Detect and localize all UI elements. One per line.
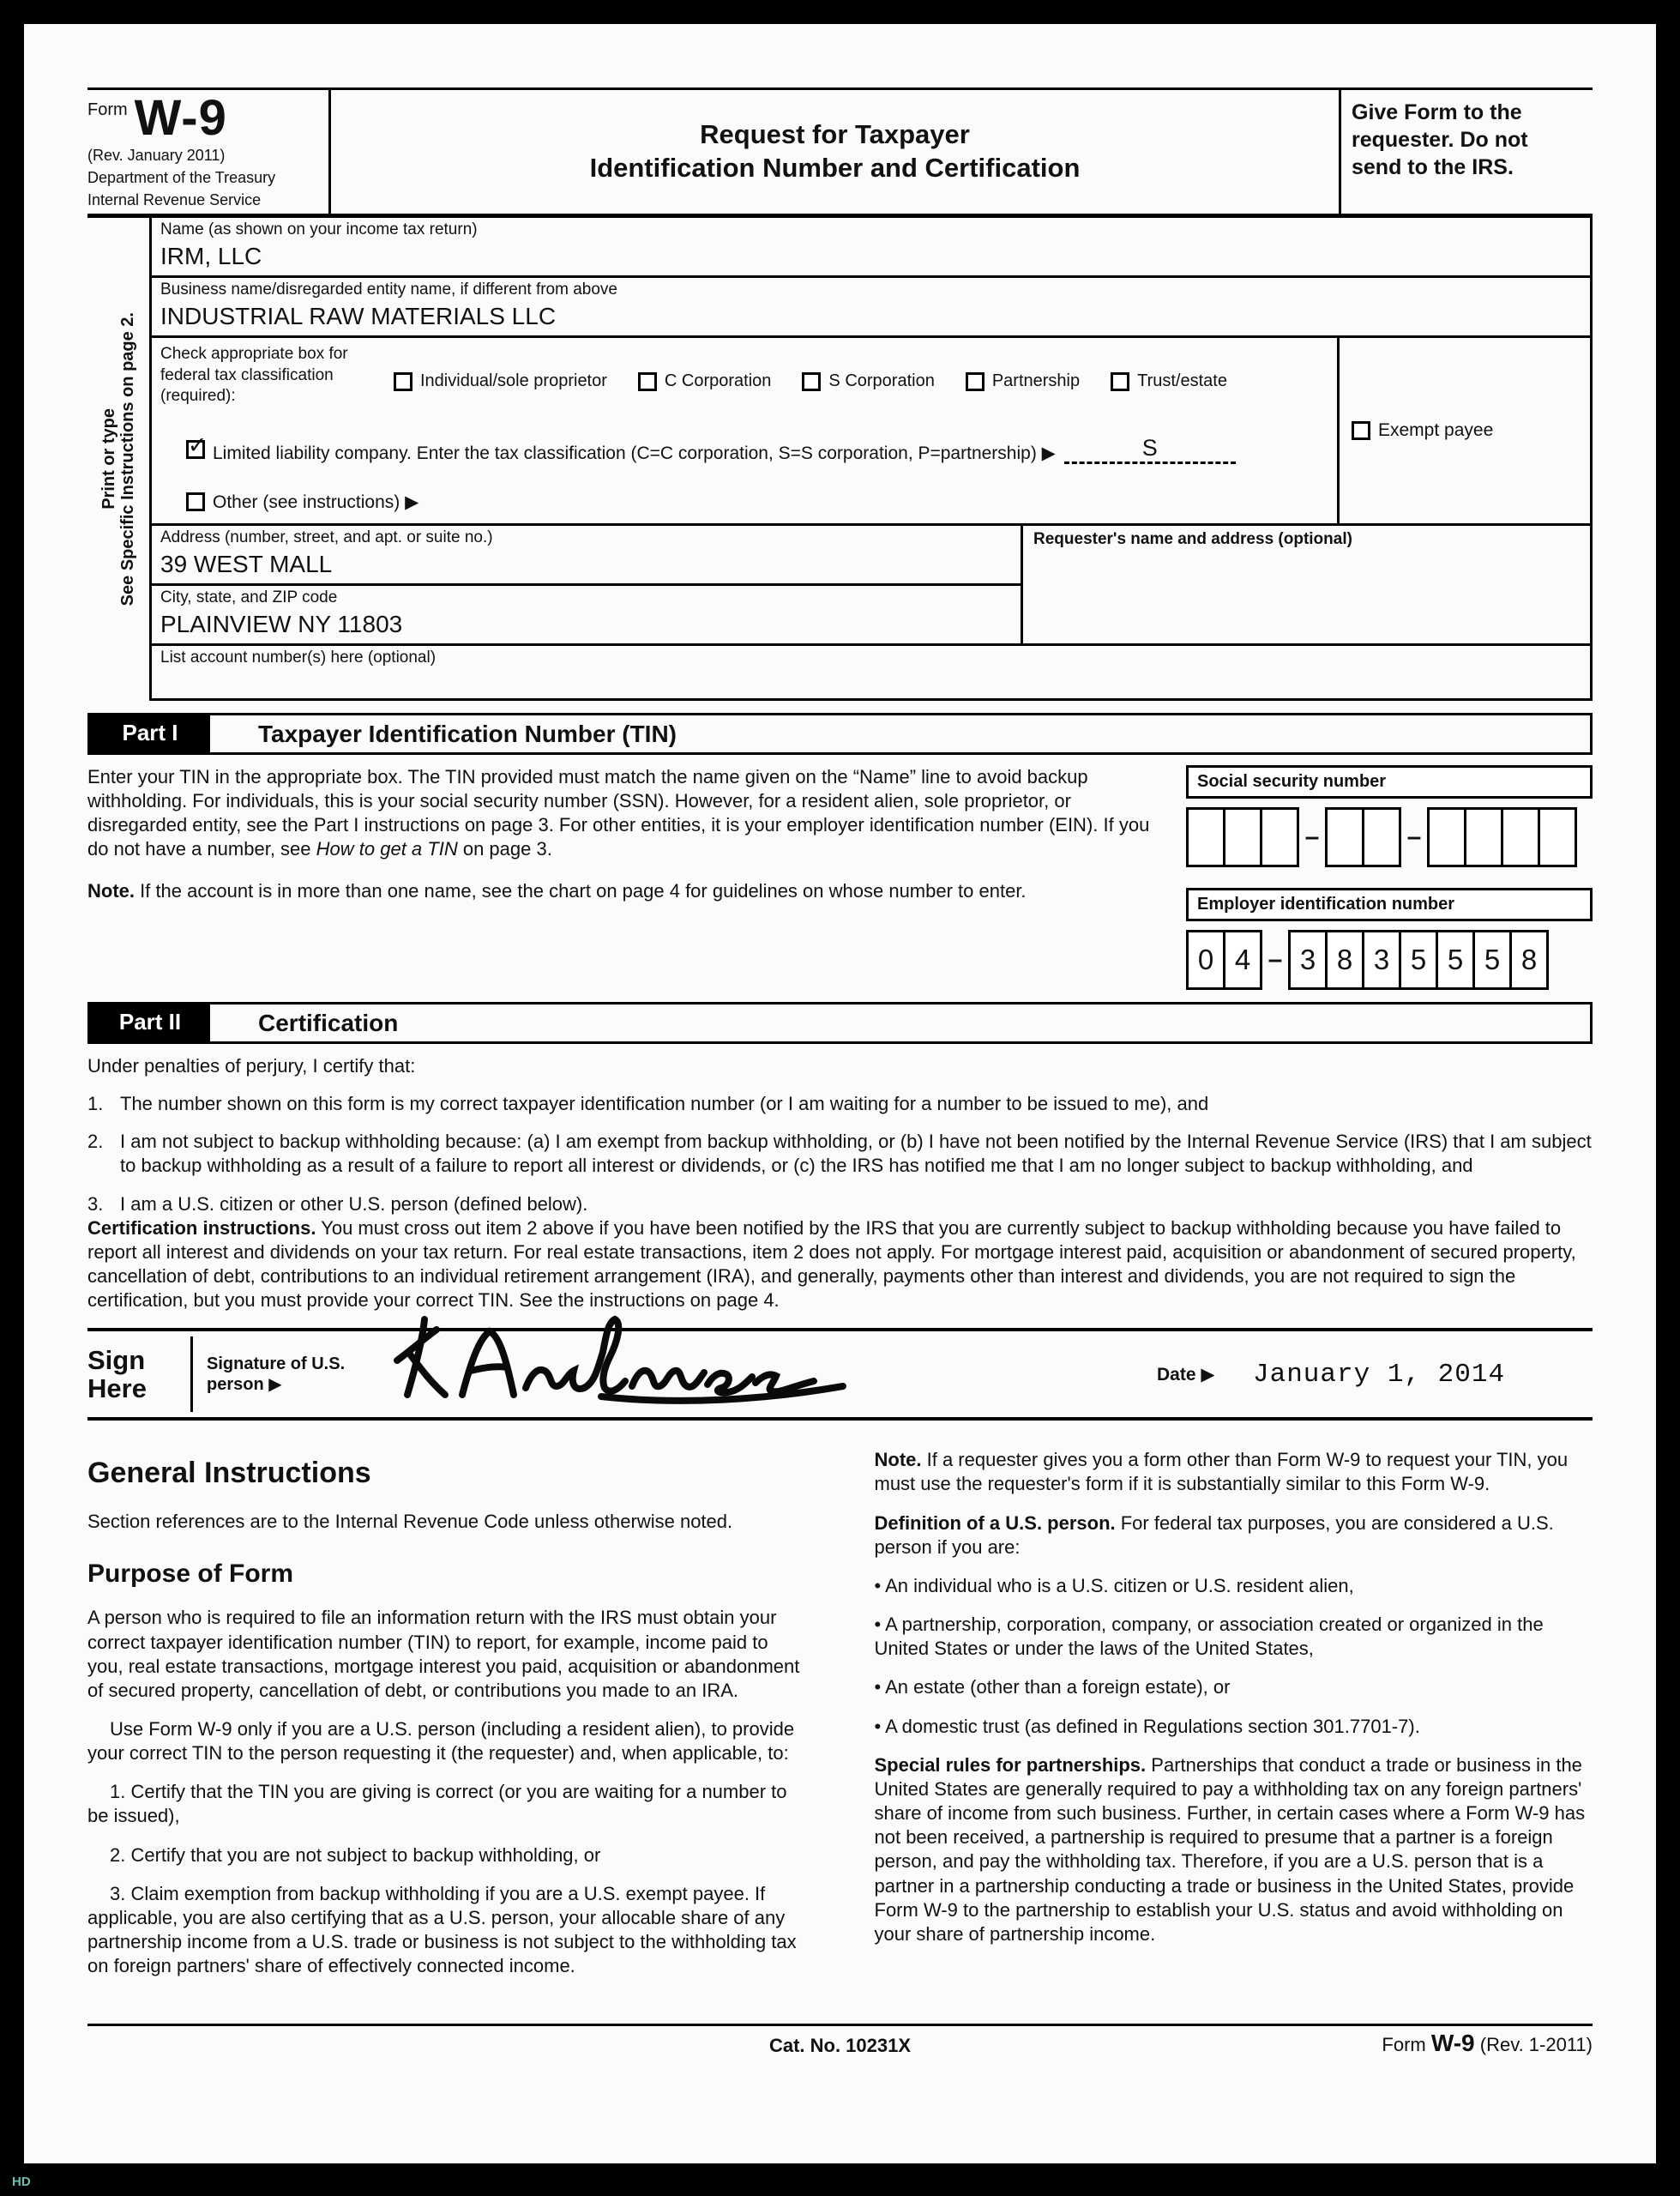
form-main	[87, 218, 1593, 701]
certification-item	[87, 1130, 1593, 1178]
certification-instructions-text: You must cross out item 2 above if you have been notified by the IRS that you are currently subject to backup withholding because you have failed to report all interest and dividends on your tax return. For real estate transactions, item 2 does not apply. For mortgage interest paid, acquisition or abandonment of secured property, cancellation of debt, contributions to an individual retirement arrangement (IRA), and generally, payments other than interest and dividends, you are not required to sign the certification, but you must provide your correct TIN. See the instructions on page 4.	[87, 1216, 1576, 1312]
ein-cell[interactable]: 5	[1399, 930, 1438, 990]
llc-label: Limited liability company. Enter the tax classification (C=C corporation, S=S corporation, P=partnership) ▶	[213, 443, 1056, 463]
requester-note-text: If a requester gives you a form other than Form W-9 to request your TIN, you must use the requester's form if it is substantially similar to this Form W-9.	[874, 1449, 1569, 1495]
instructions-right-column	[875, 1448, 1593, 1993]
ein-cell[interactable]: 3	[1362, 930, 1401, 990]
date-label: Date ▶	[1157, 1364, 1215, 1385]
hd-watermark: HD	[12, 2175, 31, 2189]
partnership-checkbox[interactable]	[966, 372, 985, 391]
part1-title: Taxpayer Identification Number (TIN)	[258, 720, 677, 747]
general-instructions	[87, 1448, 1593, 1993]
ssn-cells	[1186, 807, 1593, 867]
purpose-of-form-heading: Purpose of Form	[87, 1560, 294, 1588]
tin-number-area	[1186, 765, 1593, 990]
s-corporation-label: S Corporation	[828, 371, 935, 391]
ein-label-box: Employer identification number	[1186, 888, 1593, 921]
us-person-bullet: • An individual who is a U.S. citizen or U.S. resident alien,	[875, 1574, 1593, 1598]
part2-bar	[87, 1002, 1593, 1044]
tin-note	[87, 879, 1160, 903]
llc-checkbox[interactable]	[186, 432, 208, 459]
requester-box[interactable]	[1021, 526, 1590, 643]
exempt-payee-cell	[1340, 338, 1590, 523]
w9-form-page	[24, 24, 1656, 2163]
individual-label: Individual/sole proprietor	[420, 371, 607, 391]
llc-tax-class-input[interactable]: S	[1064, 435, 1236, 464]
ein-cell[interactable]: 3	[1288, 930, 1328, 990]
tin-instructions	[87, 765, 1186, 990]
ein-cell[interactable]: 5	[1436, 930, 1475, 990]
ssn-cell[interactable]	[1427, 807, 1466, 867]
partnership-rules-text: Partnerships that conduct a trade or business in the United States are generally required to pay a withholding tax on any foreign partners' share of income from such business. Further, in certain cases where a Form W-9 has not been received, a partnership is required to presume that a partner is a foreign person, and pay the withholding tax. Therefore, if you are a U.S. person that is a partner in a partnership conducting a trade or business in the United States, provide Form W-9 to the partnership to establish your U.S. status and avoid withholding on your share of partnership income.	[874, 1753, 1586, 1945]
tin-paragraph-text: Enter your TIN in the appropriate box. The TIN provided must match the name given on the “Name” line to avoid backup withholding. For individuals, this is your social security number (SSN). However, for a resident alien, sole proprietor, or disregarded entity, see the Part I instructions on page 3. For other entities, it is your employer identification number (EIN). If you do not have a number, see	[87, 765, 1150, 860]
ssn-label-box: Social security number	[1186, 765, 1593, 799]
ssn-cell[interactable]	[1501, 807, 1540, 867]
exempt-payee-label: Exempt payee	[1378, 419, 1494, 440]
ein-cell[interactable]: 8	[1509, 930, 1549, 990]
sign-here-label: Sign Here	[87, 1344, 147, 1404]
business-name-label: Business name/disregarded entity name, if different from above	[160, 280, 617, 299]
llc-checkmark: ✓	[187, 432, 208, 459]
ssn-cell[interactable]	[1186, 807, 1225, 867]
part1-chip: Part I	[90, 715, 210, 752]
ein-cell[interactable]: 4	[1223, 930, 1262, 990]
service-label: Internal Revenue Service	[87, 190, 262, 208]
city-label: City, state, and ZIP code	[160, 588, 338, 606]
footer-revision: (Rev. 1-2011)	[1479, 2034, 1593, 2056]
certification-item-number: 2.	[87, 1131, 104, 1153]
ssn-cell[interactable]	[1362, 807, 1401, 867]
certification-intro: Under penalties of perjury, I certify that:	[87, 1054, 416, 1077]
signature-field[interactable]	[352, 1336, 1157, 1412]
trust-estate-label: Trust/estate	[1137, 371, 1227, 391]
city-row	[152, 586, 1021, 643]
form-header	[87, 87, 1593, 218]
form-revision: (Rev. January 2011)	[87, 147, 226, 164]
exempt-payee-checkbox[interactable]	[1352, 421, 1370, 440]
form-title	[331, 90, 1339, 214]
ein-cell[interactable]: 5	[1472, 930, 1512, 990]
handwritten-signature	[387, 1309, 867, 1412]
sign-divider	[190, 1336, 193, 1412]
name-input[interactable]: IRM, LLC	[160, 242, 262, 269]
name-row	[152, 218, 1590, 278]
footer-form-word: Form	[1382, 2034, 1426, 2056]
requester-note	[875, 1448, 1593, 1496]
form-content	[24, 24, 1656, 2075]
tax-classification-area	[152, 338, 1590, 526]
checkbox-item-partnership[interactable]	[966, 371, 1080, 391]
address-input[interactable]: 39 WEST MALL	[160, 550, 333, 577]
us-person-definition-lead: Definition of a U.S. person.	[874, 1511, 1116, 1534]
business-name-row	[152, 278, 1590, 338]
name-label: Name (as shown on your income tax return)	[160, 220, 478, 238]
tin-paragraph	[87, 765, 1160, 862]
department-label: Department of the Treasury	[87, 168, 276, 186]
other-checkbox[interactable]	[186, 492, 205, 511]
certification-item-text: I am not subject to backup withholding because: (a) I am exempt from backup withholding, or (b) I have not been notified by the Internal Revenue Service (IRS) that I am subject to backup withholding as a result of a failure to report all interest or dividends, or (c) the IRS has notified me that I am no longer subject to backup withholding, and	[120, 1131, 1592, 1177]
address-row	[152, 526, 1021, 586]
instructions-left-column	[87, 1448, 806, 1993]
partnership-rules	[875, 1753, 1593, 1946]
checkbox-item-individual[interactable]	[394, 371, 607, 391]
us-person-bullet: • A domestic trust (as defined in Regulations section 301.7701-7).	[875, 1715, 1593, 1739]
ein-cells	[1186, 930, 1593, 990]
tin-paragraph-end: on page 3.	[457, 838, 552, 860]
ssn-cell[interactable]	[1260, 807, 1299, 867]
other-label: Other (see instructions) ▶	[213, 492, 419, 512]
tin-note-lead: Note.	[87, 879, 135, 902]
form-identity-block	[87, 90, 331, 214]
fields-box	[149, 218, 1593, 701]
partnership-rules-lead: Special rules for partnerships.	[874, 1753, 1147, 1776]
us-person-definition	[875, 1511, 1593, 1560]
individual-checkbox[interactable]	[394, 372, 412, 391]
partnership-label: Partnership	[991, 371, 1081, 391]
part2-body	[87, 1054, 1593, 1312]
side-instructions	[87, 218, 149, 701]
purpose-item-2: 2. Certify that you are not subject to backup withholding, or	[110, 1843, 601, 1866]
certification-instructions-lead: Certification instructions.	[87, 1216, 316, 1239]
account-numbers-label: List account number(s) here (optional)	[160, 648, 437, 667]
ssn-cell[interactable]	[1538, 807, 1577, 867]
give-form-note: Give Form to the requester. Do not send to the IRS.	[1339, 90, 1593, 214]
certification-item	[87, 1092, 1593, 1116]
ein-cell[interactable]: 8	[1325, 930, 1364, 990]
classification-options-row	[394, 342, 1328, 407]
city-input[interactable]: PLAINVIEW NY 11803	[160, 610, 403, 637]
ein-dash: –	[1268, 944, 1283, 974]
certification-instructions	[87, 1216, 1593, 1313]
purpose-paragraph-2: Use Form W-9 only if you are a U.S. person (including a resident alien), to provide your correct TIN to the person requesting it (the requester) and, when applicable, to:	[87, 1718, 795, 1765]
section-references-text: Section references are to the Internal Revenue Code unless otherwise noted.	[87, 1510, 733, 1532]
trust-estate-checkbox[interactable]	[1111, 372, 1129, 391]
general-instructions-heading: General Instructions	[87, 1457, 371, 1490]
s-corporation-checkbox[interactable]	[802, 372, 821, 391]
llc-row	[186, 432, 1328, 464]
ssn-cell[interactable]	[1325, 807, 1364, 867]
us-person-bullet: • A partnership, corporation, company, or association created or organized in the United States or under the laws of the United States,	[875, 1613, 1593, 1661]
date-field[interactable]: January 1, 2014	[1253, 1359, 1506, 1390]
certification-item-number: 3.	[87, 1192, 104, 1215]
address-column	[152, 526, 1021, 643]
see-instructions-label: See Specific Instructions on page 2.	[118, 312, 137, 606]
part1-body	[87, 765, 1593, 990]
purpose-paragraph-1: A person who is required to file an information return with the IRS must obtain your correct taxpayer identification number (TIN) to report, for example, income paid to you, real estate transactions, mortgage interest you paid, acquisition or abandonment of secured property, cancellation of debt, or contributions you made to an IRA.	[87, 1607, 800, 1701]
account-numbers-row[interactable]	[152, 646, 1590, 698]
certification-item-text: I am a U.S. citizen or other U.S. person (defined below).	[120, 1192, 588, 1215]
certification-item-number: 1.	[87, 1093, 104, 1115]
form-number: W-9	[134, 90, 227, 146]
ein-cell[interactable]: 0	[1186, 930, 1225, 990]
us-person-definition-text: For federal tax purposes, you are considered a U.S. person if you are:	[874, 1511, 1554, 1558]
us-person-bullet: • An estate (other than a foreign estate), or	[875, 1675, 1593, 1699]
c-corporation-checkbox[interactable]	[638, 372, 657, 391]
ssn-cell[interactable]	[1464, 807, 1503, 867]
tin-paragraph-italic: How to get a TIN	[316, 838, 458, 860]
business-name-input[interactable]: INDUSTRIAL RAW MATERIALS LLC	[160, 302, 557, 329]
certification-item	[87, 1192, 1593, 1216]
part2-chip: Part II	[90, 1004, 210, 1041]
purpose-item-3: 3. Claim exemption from backup withholding if you are a U.S. exempt payee. If applicable, you are also certifying that as a U.S. person, your allocable share of any partnership income from a U.S. trade or business is not subject to the withholding tax on foreign partners' share of effectively connected income.	[87, 1882, 797, 1977]
certification-item-text: The number shown on this form is my correct taxpayer identification number (or I am waiting for a number to be issued to me), and	[120, 1093, 1209, 1115]
signature-label: Signature of U.S. person ▶	[207, 1354, 346, 1395]
page-footer	[87, 2024, 1593, 2075]
ein-group	[1186, 888, 1593, 990]
purpose-item-1: 1. Certify that the TIN you are giving is correct (or you are waiting for a number to be issued),	[87, 1781, 787, 1827]
part1-bar	[87, 713, 1593, 755]
checkbox-item-s-corporation[interactable]	[802, 371, 934, 391]
footer-form-id	[1382, 2030, 1593, 2057]
c-corporation-label: C Corporation	[664, 371, 772, 391]
part2-title: Certification	[258, 1009, 399, 1036]
tin-note-rest: If the account is in more than one name, see the chart on page 4 for guidelines on whose number to enter.	[135, 879, 1027, 902]
form-word-label: Form	[87, 100, 128, 119]
ssn-dash: –	[1406, 822, 1422, 851]
checkbox-item-trust-estate[interactable]	[1111, 371, 1227, 391]
address-label: Address (number, street, and apt. or suite no.)	[160, 528, 493, 546]
print-or-type-label: Print or type	[99, 408, 118, 510]
tax-classification-box	[152, 338, 1340, 523]
requester-label: Requester's name and address (optional)	[1033, 529, 1352, 548]
footer-form-number: W-9	[1430, 2030, 1475, 2057]
ssn-cell[interactable]	[1223, 807, 1262, 867]
other-row	[186, 492, 1328, 513]
form-title-line1: Request for Taxpayer	[700, 119, 970, 150]
checkbox-item-c-corporation[interactable]	[638, 371, 772, 391]
requester-note-lead: Note.	[874, 1449, 922, 1471]
form-title-line2: Identification Number and Certification	[589, 152, 1081, 183]
catalog-number: Cat. No. 10231X	[768, 2035, 912, 2057]
ssn-dash: –	[1304, 822, 1320, 851]
address-area	[152, 526, 1590, 646]
sign-section	[87, 1328, 1593, 1421]
tax-classification-label: Check appropriate box for federal tax classification (required):	[160, 344, 348, 406]
